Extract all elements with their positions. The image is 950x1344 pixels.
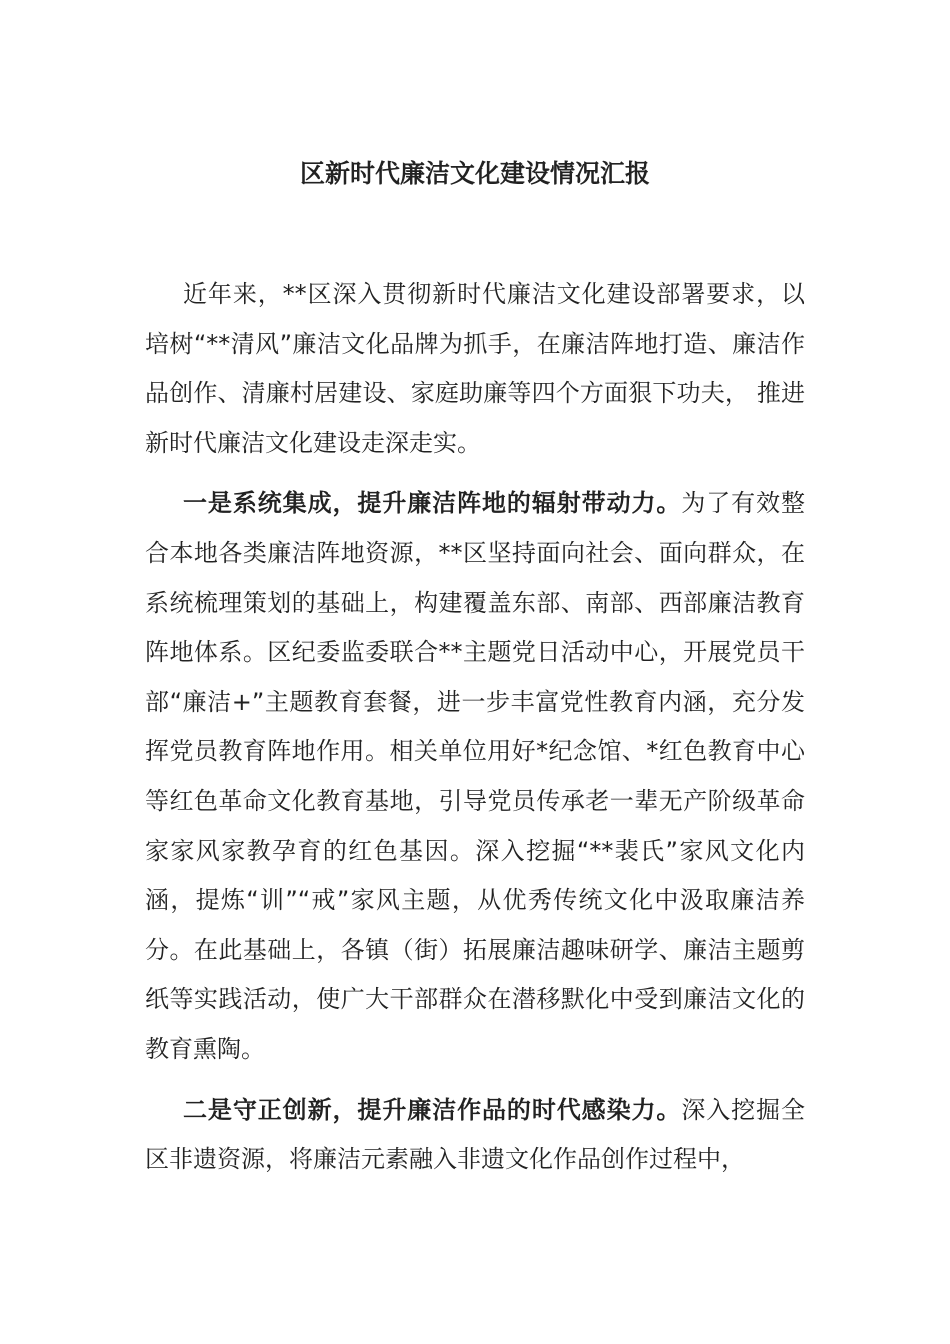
section-heading: 一是系统集成，提升廉洁阵地的辐射带动力。	[183, 489, 682, 518]
section-heading: 二是守正创新，提升廉洁作品的时代感染力。	[183, 1095, 682, 1124]
paragraph-intro	[145, 270, 805, 468]
paragraph-text: 近年来，**区深入贯彻新时代廉洁文化建设部署要求，以培树“**清风”廉洁文化品牌为抓手，在廉洁阵地打造、廉洁作品创作、清廉村居建设、家庭助廉等四个方面狠下功夫， 推进新时代廉洁文化建设走深走实。	[145, 280, 805, 457]
paragraph-text: 深入挖掘全区非遗资源，将廉洁元素融入非遗文化作品创作过程中，	[145, 1095, 806, 1174]
paragraph-section-two	[145, 1086, 805, 1185]
document-body	[145, 270, 805, 1185]
paragraph-text: 为了有效整合本地各类廉洁阵地资源，**区坚持面向社会、面向群众，在系统梳理策划的基础上，构建覆盖东部、南部、西部廉洁教育阵地体系。区纪委监委联合**主题党日活动中心，开展党员干部“廉洁+”主题教育套餐，进一步丰富党性教育内涵，充分发挥党员教育阵地作用。相关单位用好*纪念馆、*红色教育中心等红色革命文化教育基地，引导党员传承老一辈无产阶级革命家家风家教孕育的红色基因。深入挖掘“**裴氏”家风文化内涵，提炼“训”“戒”家风主题，从优秀传统文化中汲取廉洁养分。在此基础上，各镇（街）拓展廉洁趣味研学、廉洁主题剪纸等实践活动，使广大干部群众在潜移默化中受到廉洁文化的教育熏陶。	[145, 489, 806, 1063]
document-title: 区新时代廉洁文化建设情况汇报	[299, 159, 650, 188]
paragraph-section-one	[145, 479, 805, 1074]
